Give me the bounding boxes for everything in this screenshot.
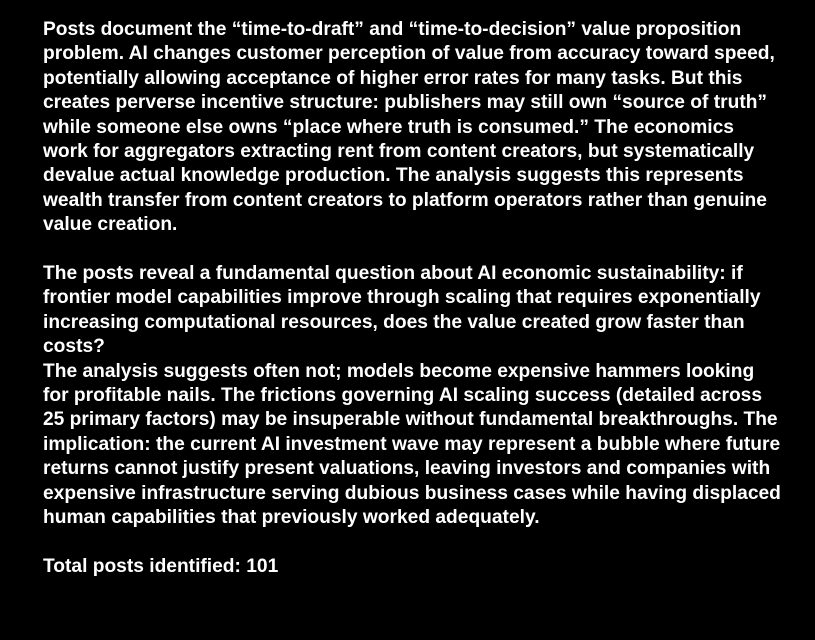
paragraph-analysis-conclusion: The analysis suggests often not; models become expensive hammers looking for profitable nails. The frictions governing AI scaling success (detailed across 25 primary factors) may be insuperable without fundamental breakthroughs. The implication: the current AI investment wave may represent a bubble where future returns cannot justify present valuations, leaving investors and companies with expensive infrastructure serving dubious business cases while having displaced human capabilities that previously worked adequately. bbox=[43, 360, 781, 529]
paragraph-spacer bbox=[43, 531, 783, 555]
document-body bbox=[43, 18, 783, 579]
paragraph-spacer bbox=[43, 238, 783, 262]
paragraph-economic-sustainability: The posts reveal a fundamental question about AI economic sustainability: if frontier model capabilities improve through scaling that requires exponentially increasing computational resources, does the value created grow faster than costs? bbox=[43, 263, 761, 358]
total-posts-count: Total posts identified: 101 bbox=[43, 555, 279, 577]
paragraph-value-proposition: Posts document the “time-to-draft” and “time-to-decision” value proposition problem. AI changes customer perception of value from accuracy toward speed, potentially allowing acceptance of higher error rates for many tasks. But this creates perverse incentive structure: publishers may still own “source of truth” while someone else owns “place where truth is consumed.” The economics work for aggregators extracting rent from content creators, but systematically devalue actual knowledge production. The analysis suggests this represents wealth transfer from content creators to platform operators rather than genuine value creation. bbox=[43, 19, 775, 236]
